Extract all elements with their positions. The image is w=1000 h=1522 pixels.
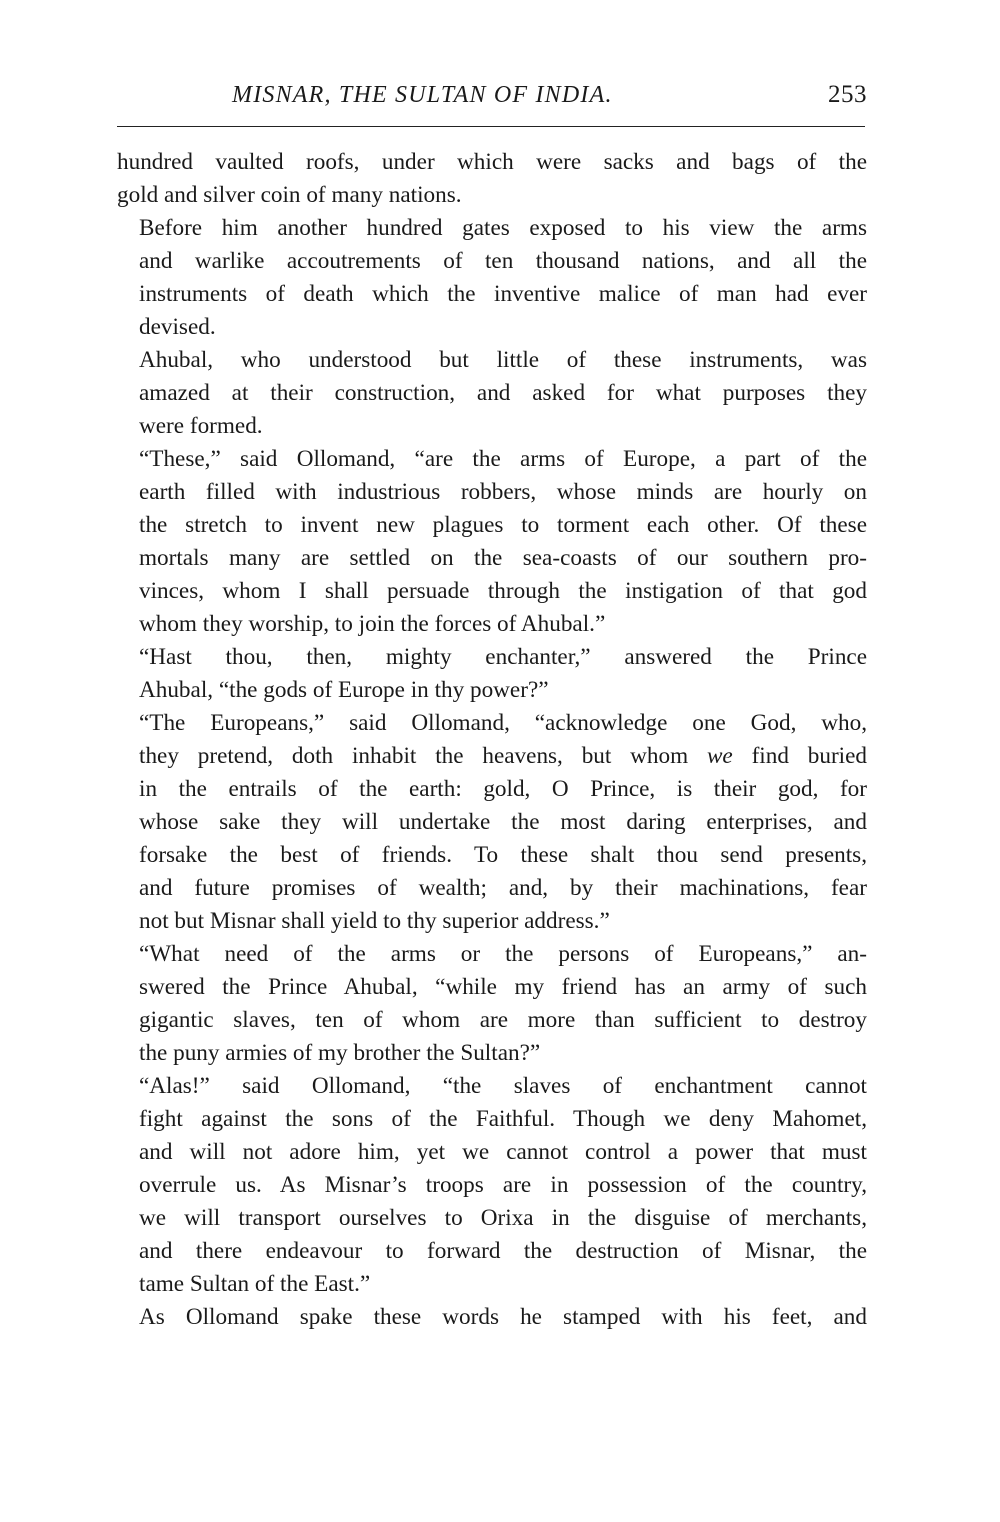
text-line: As Ollomand spake these words he stamped with his feet, and [139, 1304, 867, 1330]
emphasis: we [706, 743, 733, 769]
text-line: fight against the sons of the Faithful. Though we deny Mahomet, [139, 1106, 867, 1132]
text-line: and future promises of wealth; and, by their machinations, fear [139, 875, 867, 901]
text-line: tame Sultan of the East.” [139, 1271, 371, 1297]
text-line: “Alas!” said Ollomand, “the slaves of enchantment cannot [139, 1073, 867, 1099]
text-line: amazed at their construction, and asked for what purposes they [139, 380, 867, 406]
text-line: devised. [139, 314, 216, 340]
text-line: whom they worship, to join the forces of Ahubal.” [139, 611, 606, 637]
paragraph [117, 1070, 867, 1301]
text-line: hundred vaulted roofs, under which were sacks and bags of the [117, 149, 867, 175]
text-line: and there endeavour to forward the destruction of Misnar, the [139, 1238, 867, 1264]
text-line: and will not adore him, yet we cannot control a power that must [139, 1139, 867, 1165]
paragraph [117, 443, 867, 641]
paragraph [117, 344, 867, 443]
text-line: they pretend, doth inhabit the heavens, but whom we find buried [139, 743, 867, 769]
text-line: the stretch to invent new plagues to torment each other. Of these [139, 512, 867, 538]
text-line: earth filled with industrious robbers, whose minds are hourly on [139, 479, 867, 505]
text-line: whose sake they will undertake the most daring enterprises, and [139, 809, 867, 835]
paragraph [117, 707, 867, 938]
text-line: gigantic slaves, ten of whom are more than sufficient to destroy [139, 1007, 867, 1033]
text-line: overrule us. As Misnar’s troops are in possession of the country, [139, 1172, 867, 1198]
body-text [117, 146, 867, 1334]
text-line: Ahubal, who understood but little of these instruments, was [139, 347, 867, 373]
running-head [117, 72, 867, 118]
paragraph [117, 938, 867, 1070]
book-page [117, 72, 867, 1334]
text-line: and warlike accoutrements of ten thousand nations, and all the [139, 248, 867, 274]
paragraph [117, 146, 867, 212]
page-number: 253 [828, 81, 867, 108]
text-line: the puny armies of my brother the Sultan?” [139, 1040, 541, 1066]
text-line: instruments of death which the inventive malice of man had ever [139, 281, 867, 307]
paragraph [117, 1301, 867, 1334]
text-line: “What need of the arms or the persons of Europeans,” an- [139, 941, 867, 967]
running-title: MISNAR, THE SULTAN OF INDIA. [232, 82, 613, 108]
text-line: Ahubal, “the gods of Europe in thy power?” [139, 677, 549, 703]
paragraph [117, 641, 867, 707]
text-line: “Hast thou, then, mighty enchanter,” answered the Prince [139, 644, 867, 670]
text-line: “The Europeans,” said Ollomand, “acknowledge one God, who, [139, 710, 867, 736]
text-line: forsake the best of friends. To these shalt thou send presents, [139, 842, 867, 868]
text-line: swered the Prince Ahubal, “while my friend has an army of such [139, 974, 867, 1000]
text-line: in the entrails of the earth: gold, O Prince, is their god, for [139, 776, 867, 802]
text-line: vinces, whom I shall persuade through the instigation of that god [139, 578, 867, 604]
paragraph [117, 212, 867, 344]
text-line: gold and silver coin of many nations. [117, 182, 462, 208]
text-line: were formed. [139, 413, 263, 439]
text-line: mortals many are settled on the sea-coasts of our southern pro- [139, 545, 867, 571]
text-line: not but Misnar shall yield to thy superior address.” [139, 908, 610, 934]
text-line: Before him another hundred gates exposed to his view the arms [139, 215, 867, 241]
header-rule [117, 126, 865, 127]
text-line: we will transport ourselves to Orixa in the disguise of merchants, [139, 1205, 867, 1231]
text-line: “These,” said Ollomand, “are the arms of Europe, a part of the [139, 446, 867, 472]
